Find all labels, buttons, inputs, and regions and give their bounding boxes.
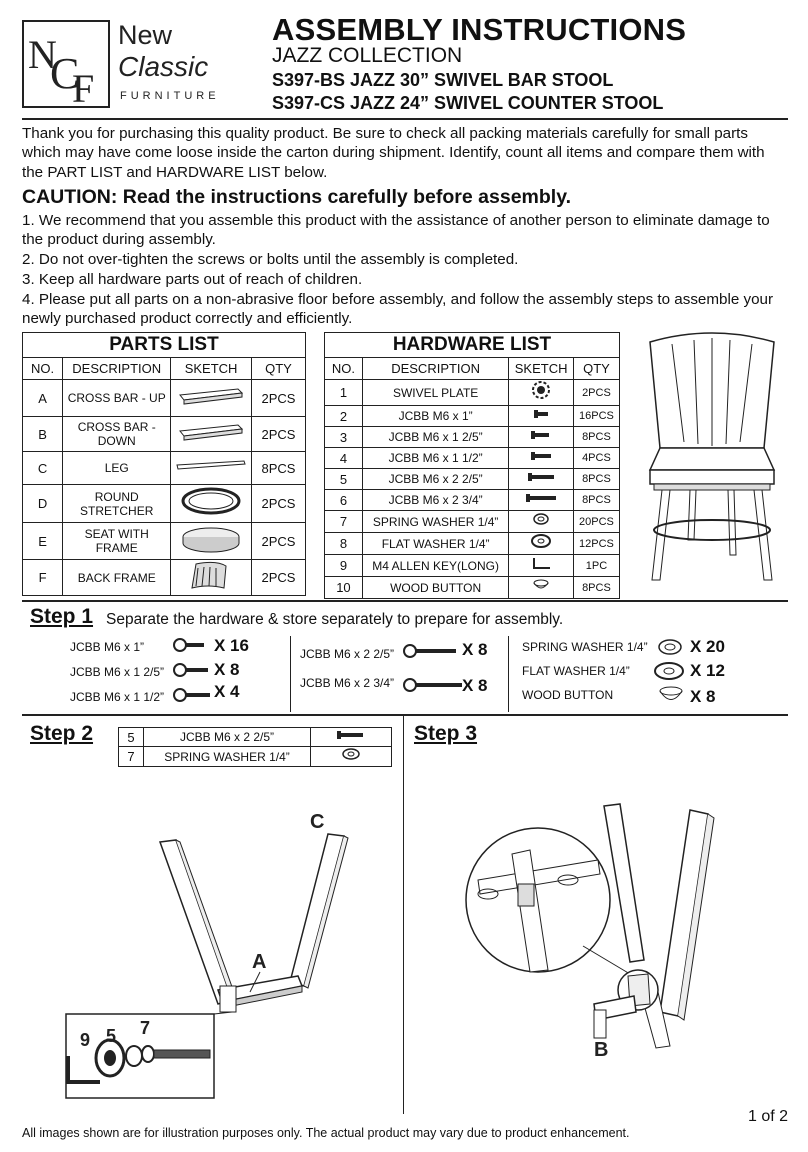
col-qty: QTY: [251, 358, 305, 380]
step-2-label: Step 2: [30, 722, 94, 745]
callout-9: 9: [80, 1030, 91, 1050]
brand-name-line2: Classic: [118, 51, 209, 82]
bolt-icon: [402, 642, 462, 660]
intro-text: Thank you for purchasing this quality product. Be sure to check all packing materials carefully for small parts which may have come loose inside the carton during shipment. Identify, count all items and compare them with the PART LIST and HARDWARE LIST below.: [22, 125, 765, 181]
bolt-icon: [172, 686, 212, 704]
hw-count: X 8: [690, 687, 716, 706]
hw-count: X 16: [214, 636, 249, 655]
page-number: 1 of 2: [748, 1108, 789, 1125]
section-divider: [22, 714, 788, 716]
table-row: C LEG 8PCS: [23, 452, 306, 485]
hw-desc: JCBB M6 x 1 2/5”: [70, 665, 165, 679]
cross-bar-icon: [171, 417, 252, 452]
table-row: B CROSS BAR - DOWN 2PCS: [23, 417, 306, 452]
leg-icon: [171, 452, 252, 485]
hw-desc: SPRING WASHER 1/4”: [522, 640, 648, 654]
callout-5: 5: [106, 1026, 117, 1046]
table-row: A CROSS BAR - UP 2PCS: [23, 380, 306, 417]
table-row: 1 SWIVEL PLATE 2PCS: [325, 380, 620, 406]
table-row: 10 WOOD BUTTON 8PCS: [325, 577, 620, 599]
wood-button-icon: [656, 684, 686, 706]
bar-stool-illustration: [632, 330, 792, 592]
hw-desc: JCBB M6 x 1”: [70, 640, 145, 654]
svg-text:F: F: [72, 66, 95, 106]
table-row: 5 JCBB M6 x 2 2/5”: [119, 728, 392, 747]
seat-icon: [171, 523, 252, 560]
table-row: E SEAT WITH FRAME 2PCS: [23, 523, 306, 560]
hardware-list-table: [324, 332, 620, 599]
ncf-monogram-icon: [24, 22, 108, 106]
model-line-1: S397-BS JAZZ 30” SWIVEL BAR STOOL: [272, 70, 614, 90]
brand-logo: [22, 20, 110, 108]
table-row: 8 FLAT WASHER 1/4” 12PCS: [325, 533, 620, 555]
table-row: 5 JCBB M6 x 2 2/5” 8PCS: [325, 469, 620, 490]
step1-col-divider: [290, 636, 291, 712]
page-title: ASSEMBLY INSTRUCTIONS: [272, 12, 687, 47]
caution-heading: CAUTION: Read the instructions carefully before assembly.: [22, 186, 572, 208]
model-line-2: S397-CS JAZZ 24” SWIVEL COUNTER STOOL: [272, 93, 664, 113]
flat-washer-icon: [509, 533, 574, 555]
step-2-diagram: [60, 790, 400, 1100]
brand-name-line1: New: [118, 20, 173, 50]
parts-list-table: [22, 332, 306, 596]
spring-washer-icon: [509, 511, 574, 533]
col-description: DESCRIPTION: [362, 358, 508, 380]
hw-desc: JCBB M6 x 1 1/2”: [70, 690, 165, 704]
brand-name-line3: FURNITURE: [120, 90, 220, 102]
col-qty: QTY: [573, 358, 619, 380]
bolt-icon: [311, 728, 392, 747]
cross-bar-icon: [171, 380, 252, 417]
col-description: DESCRIPTION: [63, 358, 171, 380]
col-sketch: SKETCH: [171, 358, 252, 380]
bolt-icon: [509, 427, 574, 448]
rule-4: 4. Please put all parts on a non-abrasive floor before assembly, and follow the assembly steps to assemble your newly purchased product correctly and efficiently.: [22, 291, 774, 328]
bolt-icon: [509, 448, 574, 469]
flat-washer-icon: [652, 661, 686, 681]
hw-count: X 4: [214, 682, 240, 701]
col-sketch: SKETCH: [509, 358, 574, 380]
footer-disclaimer: All images shown are for illustration purposes only. The actual product may vary due to product enhancement.: [22, 1126, 630, 1140]
table-row: 6 JCBB M6 x 2 3/4” 8PCS: [325, 490, 620, 511]
rule-1: 1. We recommend that you assemble this product with the assistance of another person to eliminate damage to the product during assembly.: [22, 212, 770, 249]
bolt-icon: [402, 676, 462, 694]
hw-desc: JCBB M6 x 2 3/4”: [300, 676, 395, 690]
parts-list-title: PARTS LIST: [23, 333, 306, 358]
spring-washer-icon: [311, 747, 392, 767]
table-row: F BACK FRAME 2PCS: [23, 560, 306, 596]
back-frame-icon: [171, 560, 252, 596]
hw-desc: WOOD BUTTON: [522, 688, 614, 702]
rule-3: 3. Keep all hardware parts out of reach of children.: [22, 271, 363, 288]
hw-count: X 8: [462, 676, 488, 695]
step-1-text: Separate the hardware & store separately to prepare for assembly.: [106, 611, 564, 628]
bolt-icon: [509, 406, 574, 427]
swivel-plate-icon: [509, 380, 574, 406]
svg-text:N: N: [28, 32, 57, 77]
hw-desc: FLAT WASHER 1/4”: [522, 664, 630, 678]
section-divider: [22, 600, 788, 602]
table-row: 2 JCBB M6 x 1” 16PCS: [325, 406, 620, 427]
step1-col-divider: [508, 636, 509, 712]
callout-a: A: [252, 951, 267, 973]
table-row: 9 M4 ALLEN KEY(LONG) 1PC: [325, 555, 620, 577]
bolt-icon: [509, 490, 574, 511]
col-no: NO.: [325, 358, 363, 380]
callout-c: C: [310, 811, 325, 833]
col-no: NO.: [23, 358, 63, 380]
wood-button-icon: [509, 577, 574, 599]
hw-count: X 12: [690, 661, 725, 680]
spring-washer-icon: [656, 638, 686, 656]
hw-count: X 8: [462, 640, 488, 659]
step-1-label: Step 1: [30, 605, 94, 628]
bolt-icon: [509, 469, 574, 490]
step-3-label: Step 3: [414, 722, 478, 745]
ring-icon: [171, 485, 252, 523]
step-3-diagram: [408, 790, 798, 1110]
allen-key-icon: [509, 555, 574, 577]
hw-count: X 20: [690, 637, 725, 656]
rule-2: 2. Do not over-tighten the screws or bolts until the assembly is completed.: [22, 251, 519, 268]
svg-text:C: C: [50, 49, 80, 98]
bolt-icon: [172, 636, 212, 654]
callout-7: 7: [140, 1018, 151, 1038]
step-2-hardware-table: [118, 727, 392, 767]
table-row: 7 SPRING WASHER 1/4”: [119, 747, 392, 767]
collection-name: JAZZ COLLECTION: [272, 44, 463, 67]
hw-desc: JCBB M6 x 2 2/5”: [300, 647, 395, 661]
hw-count: X 8: [214, 660, 240, 679]
table-row: 7 SPRING WASHER 1/4” 20PCS: [325, 511, 620, 533]
header-divider: [22, 118, 788, 120]
table-row: D ROUND STRETCHER 2PCS: [23, 485, 306, 523]
step-divider: [403, 714, 404, 1114]
hardware-list-title: HARDWARE LIST: [325, 333, 620, 358]
table-row: 3 JCBB M6 x 1 2/5” 8PCS: [325, 427, 620, 448]
callout-b: B: [594, 1039, 609, 1061]
bolt-icon: [172, 661, 212, 679]
table-row: 4 JCBB M6 x 1 1/2” 4PCS: [325, 448, 620, 469]
